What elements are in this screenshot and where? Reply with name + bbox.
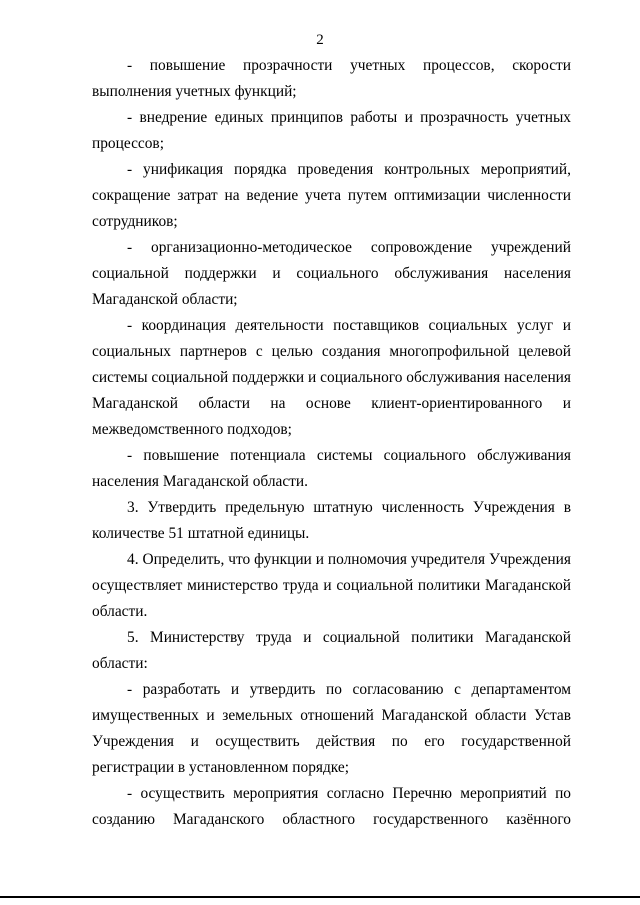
paragraph-potential: - повышение потенциала системы социального обслуживания населения Магаданской области. <box>92 447 571 490</box>
paragraph-implement-measures: - осуществить мероприятия согласно Перечню мероприятий по созданию Магаданского областного государственного казённого <box>92 785 571 828</box>
paragraph-develop-charter: - разработать и утвердить по согласованию с департаментом имущественных и земельных отношений Магаданской области Устав Учреждения и осуществить действия по его государственной регистрации в установленном порядке; <box>92 681 571 776</box>
page-number: 2 <box>316 32 324 48</box>
paragraph-item-4: 4. Определить, что функции и полномочия учредителя Учреждения осуществляет министерство труда и социальной политики Магаданской области. <box>92 551 571 620</box>
paragraph-item-3: 3. Утвердить предельную штатную численность Учреждения в количестве 51 штатной единицы. <box>92 499 571 542</box>
paragraph-methodological-support: - организационно-методическое сопровождение учреждений социальной поддержки и социального обслуживания населения Магаданской области; <box>92 239 571 308</box>
paragraph-coordination: - координация деятельности поставщиков социальных услуг и социальных партнеров с целью создания многопрофильной целевой системы социальной поддержки и социального обслуживания населения Магаданской области на основе клиент-ориентированного и межведомственного подходов; <box>92 317 571 438</box>
document-body <box>92 53 571 833</box>
paragraph-unification-control: - унификация порядка проведения контрольных мероприятий, сокращение затрат на ведение учета путем оптимизации численности сотрудников; <box>92 161 571 230</box>
paragraph-item-5: 5. Министерству труда и социальной политики Магаданской области: <box>92 629 571 672</box>
paragraph-unified-principles: - внедрение единых принципов работы и прозрачность учетных процессов; <box>92 109 571 152</box>
page-bottom-rule <box>0 896 640 898</box>
paragraph-transparency: - повышение прозрачности учетных процессов, скорости выполнения учетных функций; <box>92 57 571 100</box>
